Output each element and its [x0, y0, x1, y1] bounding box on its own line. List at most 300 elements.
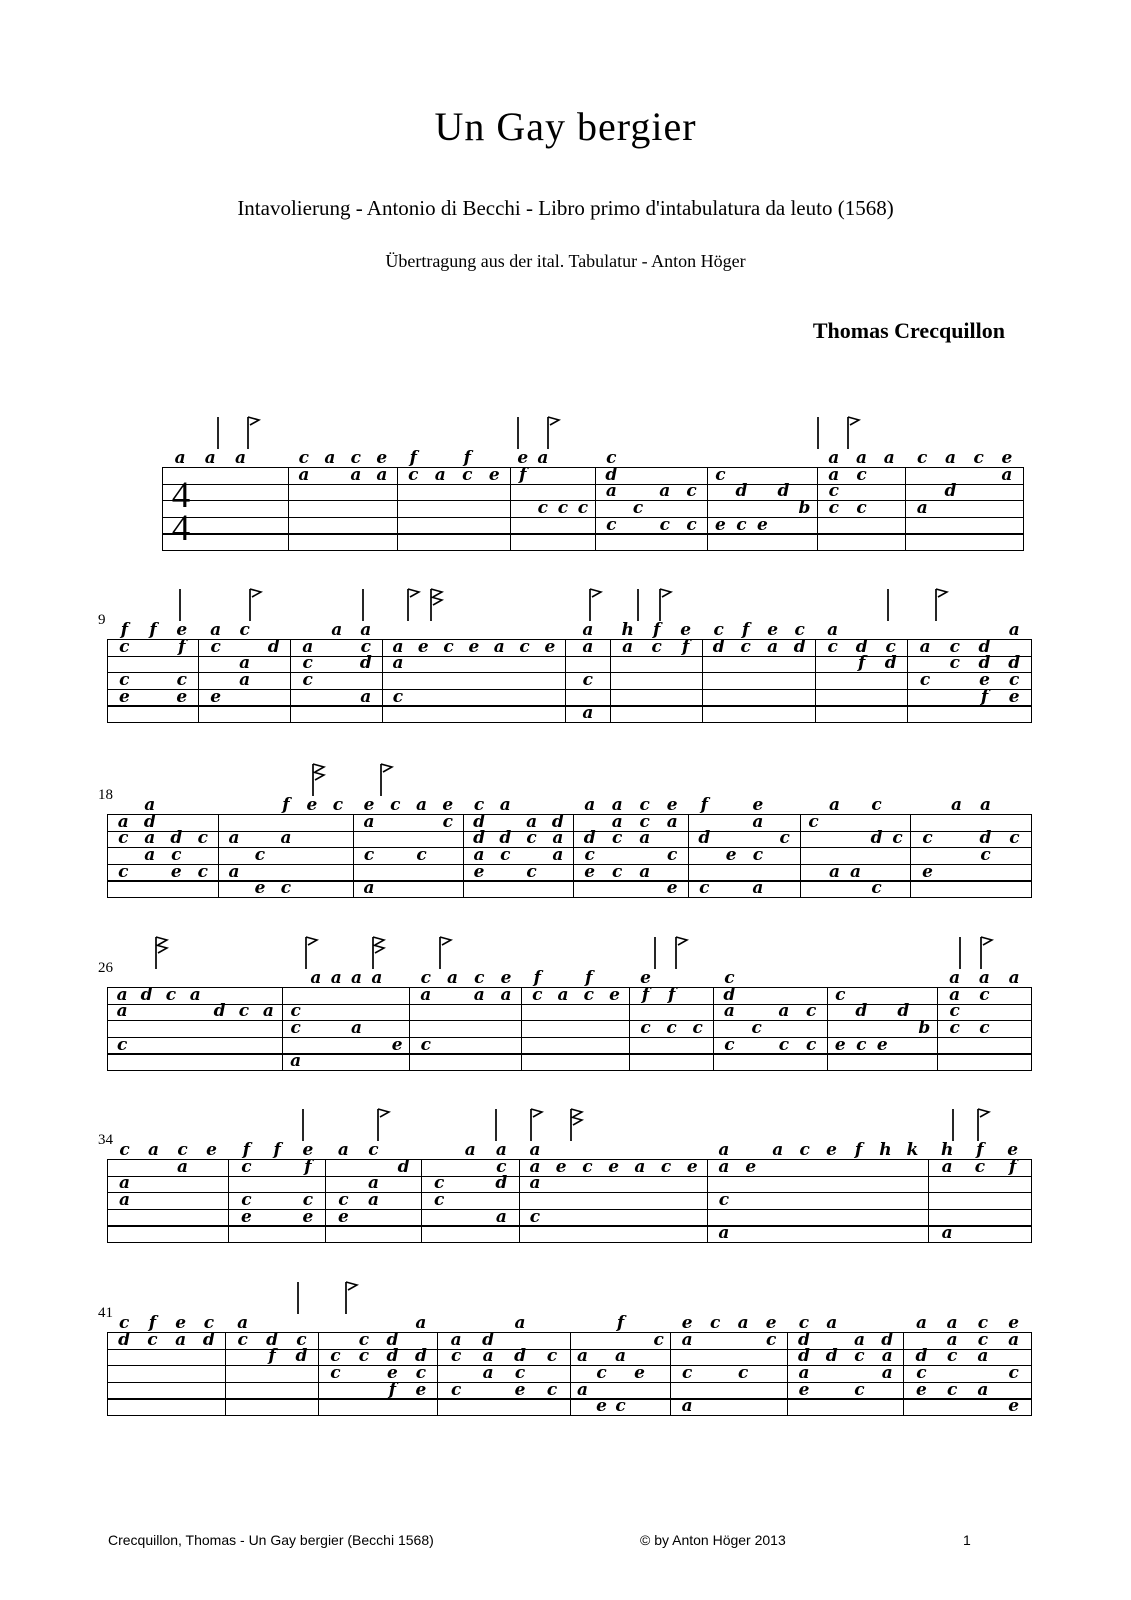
- beat-cell: [139, 639, 168, 657]
- tab-measure: [218, 794, 353, 899]
- tab-letter: a: [499, 794, 511, 815]
- tab-letter: a: [204, 447, 216, 468]
- tab-letter: a: [239, 669, 251, 690]
- beat-cell: [701, 1398, 729, 1416]
- course-row: [803, 880, 908, 898]
- course-row: [673, 1362, 785, 1383]
- beat-cell: [573, 449, 593, 467]
- beat-cell: [221, 796, 247, 814]
- beat-cell: [710, 1189, 737, 1210]
- course-row: [513, 464, 593, 485]
- course-row: [285, 1003, 407, 1021]
- beat-cell: [764, 1192, 791, 1210]
- beat-cell: [1000, 863, 1029, 881]
- beat-cell: [752, 467, 773, 485]
- beat-cell: [326, 1036, 346, 1054]
- tab-letter: a: [529, 1156, 541, 1177]
- beat-cell: [110, 636, 139, 657]
- tab-letter: c: [290, 1017, 301, 1038]
- tab-letter: c: [977, 1312, 989, 1333]
- tab-letter: a: [189, 984, 201, 1005]
- rhythm-flag-icon: [437, 935, 453, 971]
- beat-cell: [872, 1192, 899, 1210]
- course-row: [705, 636, 813, 657]
- tab-letter: a: [659, 481, 671, 502]
- beat-cell: [325, 830, 351, 848]
- tab-measure: [937, 967, 1031, 1071]
- beat-cell: [350, 1365, 379, 1383]
- tab-letter: d: [1008, 653, 1021, 674]
- course-row: [632, 984, 710, 1005]
- beat-cell: [818, 1141, 845, 1159]
- tab-letter: d: [386, 1329, 399, 1350]
- beat-cell: [770, 1003, 797, 1021]
- beat-cell: [183, 984, 207, 1005]
- rhythm-flag-icon: [657, 587, 673, 623]
- course-row: [110, 1036, 280, 1054]
- beat-cell: [328, 1159, 358, 1177]
- tab-letter: e: [175, 1312, 187, 1333]
- tab-letter: h: [621, 619, 634, 640]
- tab-letter: f: [742, 619, 750, 640]
- tab-letter: e: [1008, 1396, 1020, 1417]
- tab-letter: c: [526, 861, 537, 882]
- tab-letter: h: [940, 1139, 954, 1160]
- tab-letter: c: [238, 1001, 250, 1022]
- beat-cell: [228, 1348, 257, 1366]
- course-row: [321, 1381, 435, 1399]
- beat-cell: [798, 969, 825, 987]
- rhythm-stem-icon: [635, 587, 651, 623]
- tab-letter: d: [712, 636, 725, 657]
- beat-cell: [306, 1020, 326, 1038]
- beat-cell: [231, 1156, 262, 1177]
- beat-cell: [592, 1362, 611, 1383]
- beat-cell: [573, 467, 593, 485]
- tab-letter: a: [681, 1329, 693, 1350]
- tab-letter: a: [228, 861, 240, 882]
- tab-letter: a: [856, 447, 868, 468]
- tab-letter: c: [666, 1017, 677, 1038]
- tab-letter: a: [392, 653, 404, 674]
- course-row: [110, 830, 216, 848]
- tab-letter: a: [605, 481, 617, 502]
- tab-letter: c: [949, 636, 960, 657]
- beat-cell: [407, 1314, 436, 1332]
- tab-letter: c: [596, 1362, 607, 1383]
- course-row: [328, 1208, 418, 1226]
- tab-letter: a: [951, 794, 963, 815]
- tab-letter: a: [450, 1329, 462, 1350]
- beat-cell: [568, 669, 609, 690]
- beat-cell: [598, 516, 625, 534]
- tab-letter: a: [324, 447, 336, 468]
- beat-cell: [893, 1003, 914, 1021]
- beat-cell: [346, 1053, 366, 1071]
- tab-letter: a: [464, 1139, 476, 1160]
- tab-letter: c: [298, 447, 309, 468]
- tab-letter: c: [203, 1312, 215, 1333]
- tab-letter: a: [237, 1312, 249, 1333]
- tab-letter: c: [171, 844, 182, 865]
- tab-measure: [107, 794, 218, 898]
- beat-cell: [824, 830, 845, 848]
- beat-cell: [367, 1036, 387, 1054]
- tab-letter: e: [206, 1139, 217, 1160]
- tab-measure: [382, 636, 564, 723]
- beat-cell: [968, 1398, 999, 1416]
- course-row: [466, 863, 571, 881]
- beat-cell: [611, 1365, 630, 1383]
- tab-letter: c: [885, 636, 896, 657]
- beat-cell: [273, 830, 299, 848]
- tab-letter: c: [1009, 828, 1020, 849]
- beat-cell: [771, 847, 798, 865]
- beat-cell: [824, 863, 845, 881]
- tab-letter: a: [737, 1312, 749, 1333]
- beat-cell: [439, 987, 466, 1005]
- tab-letter: a: [262, 1001, 274, 1022]
- beat-cell: [461, 688, 486, 706]
- beat-cell: [435, 880, 461, 898]
- course-row: [830, 1036, 935, 1054]
- course-row: [830, 984, 935, 1005]
- beat-cell: [701, 1314, 729, 1332]
- rhythm-stem-icon: [885, 587, 901, 623]
- beat-cell: [326, 1053, 346, 1071]
- tab-letter: a: [919, 636, 931, 657]
- beat-cell: [632, 1017, 658, 1038]
- tab-letter: c: [450, 1346, 462, 1367]
- tab-letter: d: [473, 811, 485, 832]
- beat-cell: [322, 639, 351, 657]
- measure-number-label: 9: [98, 612, 106, 628]
- tab-letter: c: [117, 1034, 128, 1055]
- tab-measure: [707, 1139, 927, 1244]
- beat-cell: [611, 1348, 630, 1366]
- tab-letter: a: [363, 878, 375, 899]
- beat-cell: [887, 880, 908, 898]
- course-row: [913, 863, 1029, 881]
- tab-letter: f: [519, 464, 527, 485]
- beat-cell: [743, 969, 770, 987]
- beat-cell: [592, 1314, 611, 1332]
- tab-letter: c: [177, 1139, 188, 1160]
- tab-letter: f: [682, 636, 690, 657]
- beat-cell: [791, 1159, 818, 1177]
- beat-cell: [679, 1175, 705, 1193]
- tab-letter: e: [544, 636, 556, 657]
- tab-letter: c: [415, 1362, 427, 1383]
- beat-cell: [553, 467, 573, 485]
- course-row: [424, 1208, 517, 1226]
- beat-cell: [732, 636, 759, 657]
- rhythm-flag-icon: [528, 1107, 544, 1143]
- beat-cell: [273, 880, 299, 898]
- tab-letter: c: [583, 984, 594, 1005]
- tab-letter: c: [686, 514, 697, 535]
- beat-cell: [899, 1225, 926, 1243]
- tab-letter: c: [737, 1362, 749, 1383]
- tab-measure: [702, 619, 815, 723]
- beat-cell: [757, 1398, 785, 1416]
- beat-cell: [322, 688, 351, 706]
- beat-cell: [247, 796, 273, 814]
- beat-cell: [262, 1141, 293, 1159]
- tab-letter: c: [433, 1173, 445, 1194]
- beat-cell: [942, 796, 971, 814]
- beat-cell: [492, 844, 518, 865]
- beat-cell: [913, 830, 942, 848]
- tab-measure: [437, 1312, 570, 1416]
- beat-cell: [163, 796, 190, 814]
- beat-cell: [818, 1314, 846, 1332]
- tab-letter: c: [632, 497, 644, 518]
- beat-cell: [536, 1381, 568, 1399]
- tab-letter: c: [798, 1312, 810, 1333]
- beat-cell: [993, 500, 1021, 518]
- beat-cell: [225, 449, 255, 467]
- beat-cell: [306, 1053, 326, 1071]
- tab-letter: a: [473, 844, 485, 865]
- rhythm-flag-icon: [933, 587, 949, 623]
- beat-cell: [873, 1381, 901, 1399]
- beat-cell: [971, 863, 1000, 881]
- beat-cell: [910, 669, 940, 690]
- course-row: [931, 1156, 1029, 1177]
- beat-cell: [653, 1156, 679, 1177]
- tab-measure: [288, 447, 397, 551]
- course-row: [291, 464, 395, 485]
- beat-cell: [138, 1329, 166, 1350]
- tab-letter: e: [666, 794, 678, 815]
- beat-cell: [321, 1362, 350, 1383]
- tab-letter: e: [376, 447, 388, 468]
- tab-measure: [815, 619, 907, 723]
- tab-letter: a: [144, 794, 156, 815]
- beat-cell: [548, 1175, 574, 1193]
- tab-letter: c: [752, 844, 764, 865]
- rhythm-stem-icon: [295, 1280, 311, 1316]
- beat-cell: [230, 669, 259, 690]
- beat-cell: [306, 1003, 326, 1021]
- beat-cell: [273, 796, 299, 814]
- beat-cell: [999, 969, 1029, 987]
- tab-letter: c: [799, 1139, 810, 1160]
- beat-cell: [773, 516, 794, 534]
- beat-cell: [791, 1225, 818, 1243]
- beat-cell: [659, 1017, 685, 1038]
- tab-letter: c: [827, 636, 838, 657]
- tab-measure: [707, 464, 817, 551]
- tab-letter: c: [416, 844, 427, 865]
- tab-letter: c: [871, 794, 882, 815]
- beat-cell: [649, 1348, 668, 1366]
- tab-letter: c: [546, 1346, 558, 1367]
- tab-letter: f: [178, 636, 186, 657]
- beat-cell: [385, 655, 410, 673]
- tab-letter: a: [117, 811, 129, 832]
- tab-measure: [928, 1139, 1031, 1244]
- course-row: [790, 1381, 901, 1399]
- tab-letter: a: [447, 967, 459, 988]
- tab-letter: d: [793, 636, 806, 657]
- beat-cell: [651, 516, 678, 534]
- tab-letter: d: [202, 1329, 215, 1350]
- beat-cell: [627, 1175, 653, 1193]
- footer-copyright: © by Anton Höger 2013: [640, 1532, 786, 1548]
- beat-cell: [110, 863, 137, 881]
- beat-cell: [965, 483, 993, 501]
- course-row: [908, 464, 1021, 485]
- beat-cell: [744, 811, 771, 832]
- beat-cell: [207, 1036, 231, 1054]
- tab-letter: c: [854, 1346, 865, 1367]
- beat-cell: [259, 655, 288, 673]
- beat-cell: [940, 655, 970, 673]
- tab-letter: c: [856, 464, 867, 485]
- beat-cell: [611, 1398, 630, 1416]
- beat-cell: [230, 688, 259, 706]
- beat-cell: [411, 636, 436, 657]
- beat-cell: [818, 1381, 846, 1399]
- tab-letter: c: [514, 1362, 526, 1383]
- tab-letter: f: [149, 619, 157, 640]
- beat-cell: [326, 1020, 346, 1038]
- beat-cell: [536, 1314, 568, 1332]
- beat-cell: [455, 1159, 486, 1177]
- tab-letter: a: [941, 1223, 953, 1244]
- beat-cell: [424, 1141, 455, 1159]
- beat-cell: [492, 796, 518, 814]
- beat-cell: [999, 1003, 1029, 1021]
- tab-letter: a: [482, 1346, 494, 1367]
- beat-cell: [710, 464, 731, 485]
- beat-cell: [818, 636, 847, 657]
- beat-cell: [139, 1192, 168, 1210]
- course-row: [285, 1053, 407, 1071]
- transcription-line: Übertragung aus der ital. Tabulatur - Anton Höger: [385, 251, 746, 271]
- beat-cell: [493, 984, 520, 1005]
- tab-letter: e: [1007, 1139, 1019, 1160]
- beat-cell: [369, 464, 395, 485]
- beat-cell: [293, 669, 322, 690]
- tab-letter: c: [639, 794, 650, 815]
- beat-cell: [658, 880, 686, 898]
- beat-cell: [818, 1348, 846, 1366]
- course-row: [110, 984, 280, 1005]
- beat-cell: [408, 814, 434, 832]
- tab-letter: c: [474, 967, 485, 988]
- beat-cell: [387, 1036, 407, 1054]
- beat-cell: [803, 863, 824, 881]
- beat-cell: [110, 830, 137, 848]
- tab-letter: a: [116, 984, 128, 1005]
- tab-letter: d: [397, 1156, 410, 1177]
- tab-letter: e: [500, 967, 512, 988]
- tab-letter: c: [828, 481, 839, 502]
- tab-system: [98, 787, 1031, 899]
- tab-measure: [521, 967, 629, 1071]
- beat-cell: [999, 1020, 1029, 1038]
- beat-cell: [576, 880, 604, 898]
- tab-letter: c: [442, 811, 453, 832]
- tab-letter: c: [176, 669, 187, 690]
- beat-cell: [873, 1362, 901, 1383]
- tab-letter: d: [495, 1173, 508, 1194]
- beat-cell: [1000, 796, 1029, 814]
- tab-letter: d: [386, 1346, 399, 1367]
- course-row: [818, 655, 905, 673]
- beat-cell: [913, 863, 942, 881]
- beat-cell: [326, 1003, 346, 1021]
- beat-cell: [197, 1175, 226, 1193]
- beat-cell: [851, 1036, 872, 1054]
- beat-cell: [996, 1156, 1029, 1177]
- tab-letter: e: [170, 861, 182, 882]
- beat-cell: [228, 1329, 257, 1350]
- tab-letter: c: [640, 1017, 651, 1038]
- tab-letter: c: [197, 828, 208, 849]
- tab-measure: [573, 794, 688, 899]
- course-row: [110, 1003, 280, 1021]
- course-row: [285, 969, 407, 987]
- course-row: [913, 796, 1029, 814]
- beat-cell: [937, 1381, 968, 1399]
- course-row: [110, 1329, 223, 1350]
- tab-letter: c: [119, 669, 130, 690]
- tab-letter: e: [922, 861, 933, 882]
- tab-letter: a: [493, 636, 505, 657]
- tab-letter: a: [239, 653, 251, 674]
- tab-letter: e: [979, 669, 990, 690]
- beat-cell: [649, 1329, 668, 1350]
- beat-cell: [791, 1192, 818, 1210]
- rhythm-flag-icon: [370, 935, 386, 971]
- beat-cell: [317, 449, 343, 467]
- beat-cell: [718, 814, 745, 832]
- tab-letter: e: [752, 794, 764, 815]
- beat-cell: [322, 655, 351, 673]
- beat-cell: [993, 464, 1021, 485]
- tab-letter: c: [296, 1329, 307, 1350]
- beat-cell: [389, 1156, 419, 1177]
- beat-cell: [387, 1053, 407, 1071]
- beat-cell: [518, 830, 544, 848]
- beat-cell: [630, 1314, 649, 1332]
- beat-cell: [299, 830, 325, 848]
- beat-cell: [691, 830, 718, 848]
- beat-cell: [492, 863, 518, 881]
- beat-cell: [970, 1017, 1000, 1038]
- beat-cell: [685, 1017, 711, 1038]
- beat-cell: [764, 1141, 791, 1159]
- tab-letter: a: [827, 619, 839, 640]
- beat-cell: [455, 1208, 486, 1226]
- beat-cell: [936, 483, 964, 501]
- tab-letter: a: [514, 1312, 526, 1333]
- course-row: [568, 705, 609, 723]
- beat-cell: [875, 500, 903, 518]
- beat-cell: [848, 464, 876, 485]
- tab-letter: e: [176, 686, 188, 707]
- tab-letter: c: [519, 636, 530, 657]
- beat-cell: [548, 1208, 574, 1226]
- tab-letter: e: [1001, 447, 1013, 468]
- course-row: [691, 830, 798, 848]
- tab-letter: f: [858, 653, 866, 674]
- tab-letter: a: [949, 984, 961, 1005]
